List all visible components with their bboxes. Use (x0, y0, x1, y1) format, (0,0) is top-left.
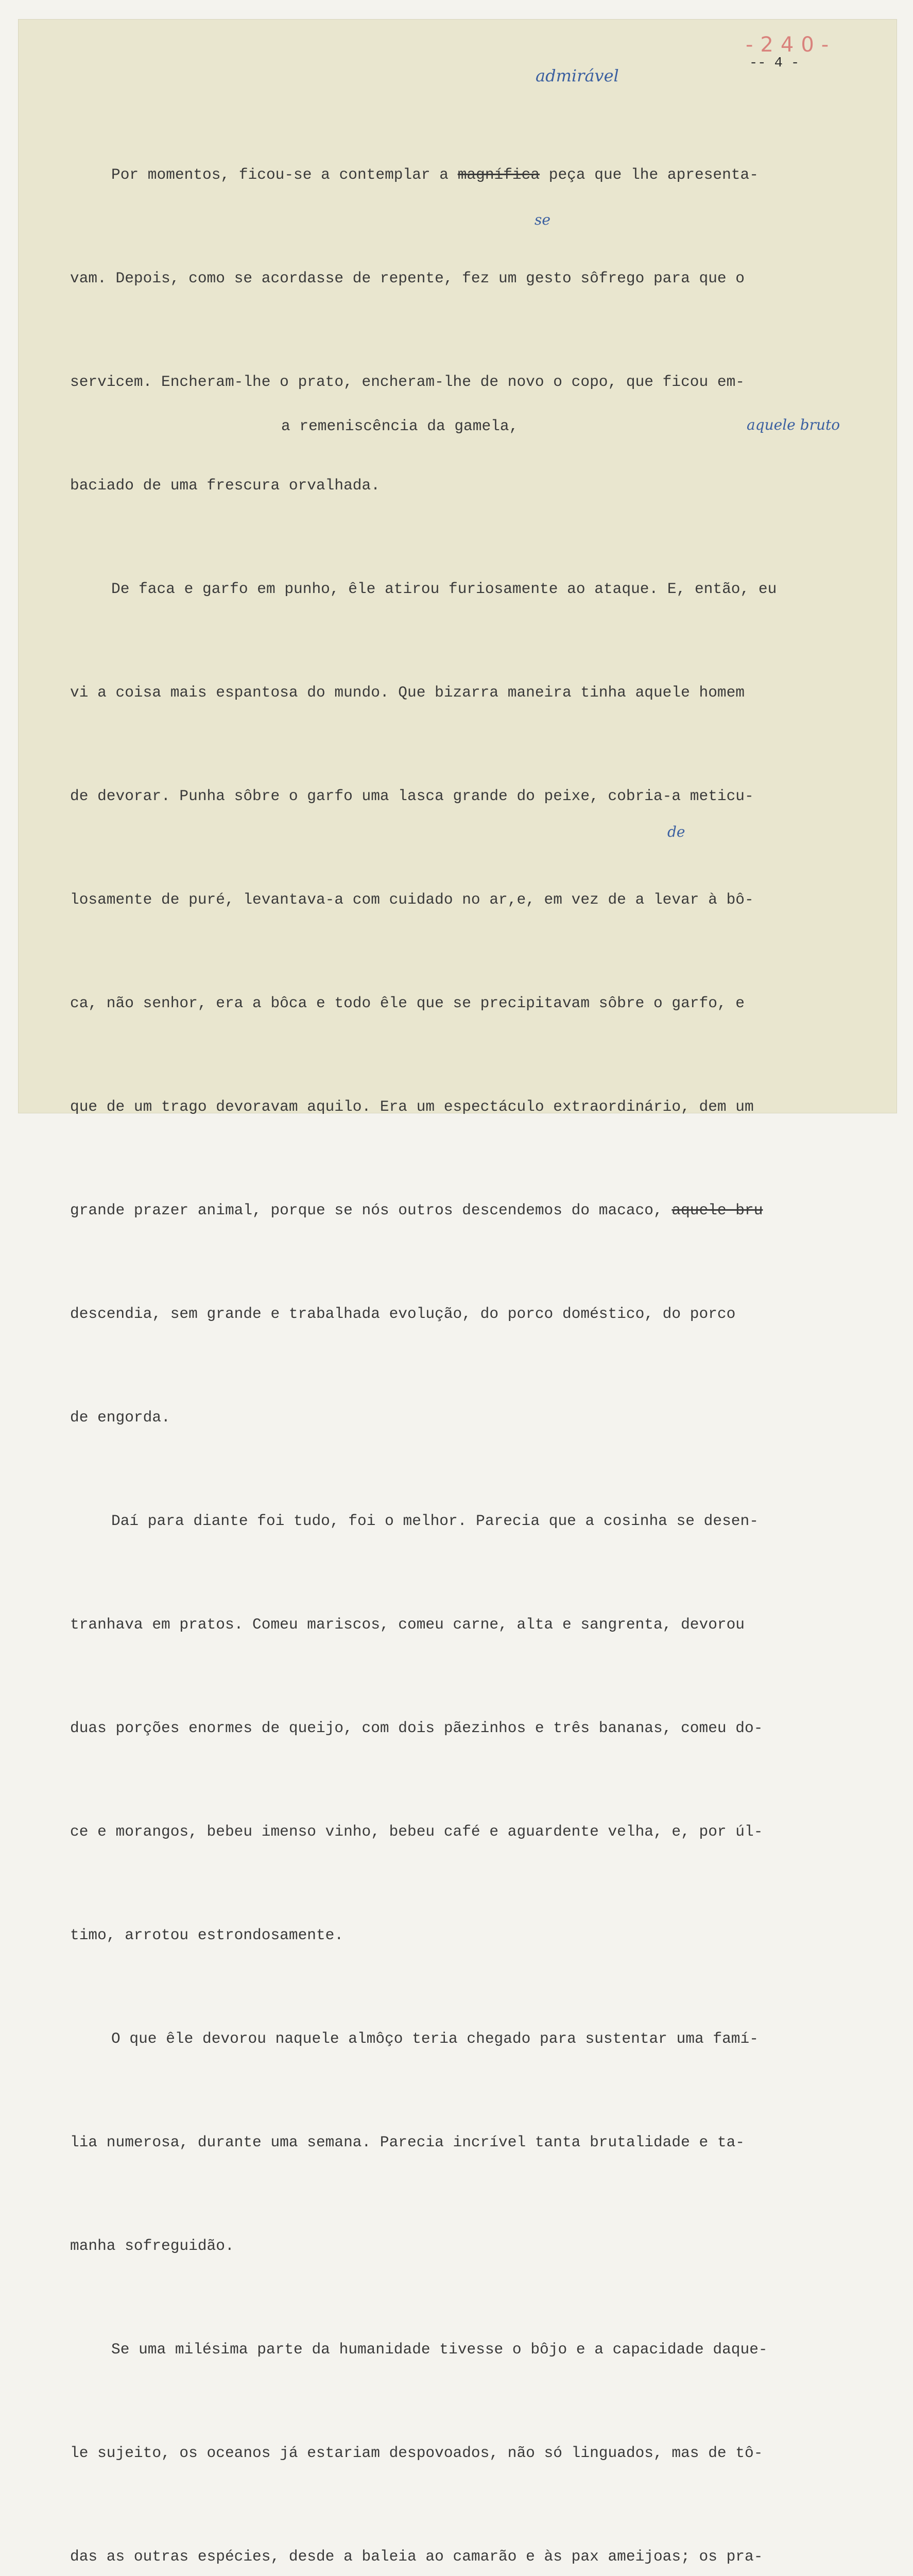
text-line: das as outras espécies, desde a baleia ao camarão e às pax ameijoas; os pra- (70, 2548, 763, 2565)
struck-text: magnífica (457, 166, 540, 183)
text-line: losamente de puré, levantava-a com cuidado no ar,e, em vez de a levar à bô- (70, 891, 754, 908)
page-number: -- 4 - (749, 56, 800, 71)
text-line: tranhava em pratos. Comeu mariscos, comeu carne, alta e sangrenta, devorou (70, 1616, 745, 1633)
typed-body (70, 89, 853, 2576)
text-line: manha sofreguidão. (70, 2237, 234, 2255)
text-line: vam. Depois, como se acordasse de repente, fez um gesto sôfrego para que o (70, 269, 745, 287)
struck-text: aquele bru (671, 1201, 763, 1219)
text-line: grande prazer animal, porque se nós outros descendemos do macaco, aquele bru (70, 1201, 763, 1219)
handwritten-se: se (535, 211, 550, 228)
text-line: de devorar. Punha sôbre o garfo uma lasca grande do peixe, cobria-a meticu- (70, 787, 754, 805)
text-line: lia numerosa, durante uma semana. Parecia incrível tanta brutalidade e ta- (70, 2133, 745, 2151)
text-line: duas porções enormes de queijo, com dois pãezinhos e três bananas, comeu do- (70, 1719, 763, 1737)
text-line: De faca e garfo em punho, êle atirou furiosamente ao ataque. E, então, eu (111, 580, 777, 598)
text-line: descendia, sem grande e trabalhada evolução, do porco doméstico, do porco (70, 1305, 736, 1323)
text-line: vi a coisa mais espantosa do mundo. Que bizarra maneira tinha aquele homem (70, 684, 745, 701)
text-line: baciado de uma frescura orvalhada. (70, 477, 380, 494)
text-line: ce e morangos, bebeu imenso vinho, bebeu café e aguardente velha, e, por úl- (70, 1823, 763, 1840)
text-line: Por momentos, ficou-se a contemplar a magnífica peça que lhe apresenta- (111, 166, 759, 183)
handwritten-admiravel: admirável (536, 66, 619, 86)
text-line: Daí para diante foi tudo, foi o melhor. Parecia que a cosinha se desen- (111, 1512, 759, 1530)
text-line: le sujeito, os oceanos já estariam despovoados, não só linguados, mas de tô- (70, 2444, 763, 2462)
interlinear-insertion: a remeniscência da gamela, (281, 417, 519, 435)
archive-number: -240- (746, 33, 836, 57)
text-line: Se uma milésima parte da humanidade tivesse o bôjo e a capacidade daque- (111, 2341, 768, 2358)
text-line: timo, arrotou estrondosamente. (70, 1926, 344, 1944)
handwritten-de: de (667, 823, 685, 840)
text-line: servicem. Encheram-lhe o prato, encheram-lhe de novo o copo, que ficou em- (70, 373, 745, 391)
text-line: ca, não senhor, era a bôca e todo êle que se precipitavam sôbre o garfo, e (70, 994, 745, 1012)
handwritten-aquele-bruto: aquele bruto (747, 416, 840, 433)
text-line: de engorda. (70, 1409, 170, 1426)
text-line: O que êle devorou naquele almôço teria chegado para sustentar uma famí- (111, 2030, 759, 2047)
text-line: que de um trago devoravam aquilo. Era um espectáculo extraordinário, dem um (70, 1098, 754, 1115)
